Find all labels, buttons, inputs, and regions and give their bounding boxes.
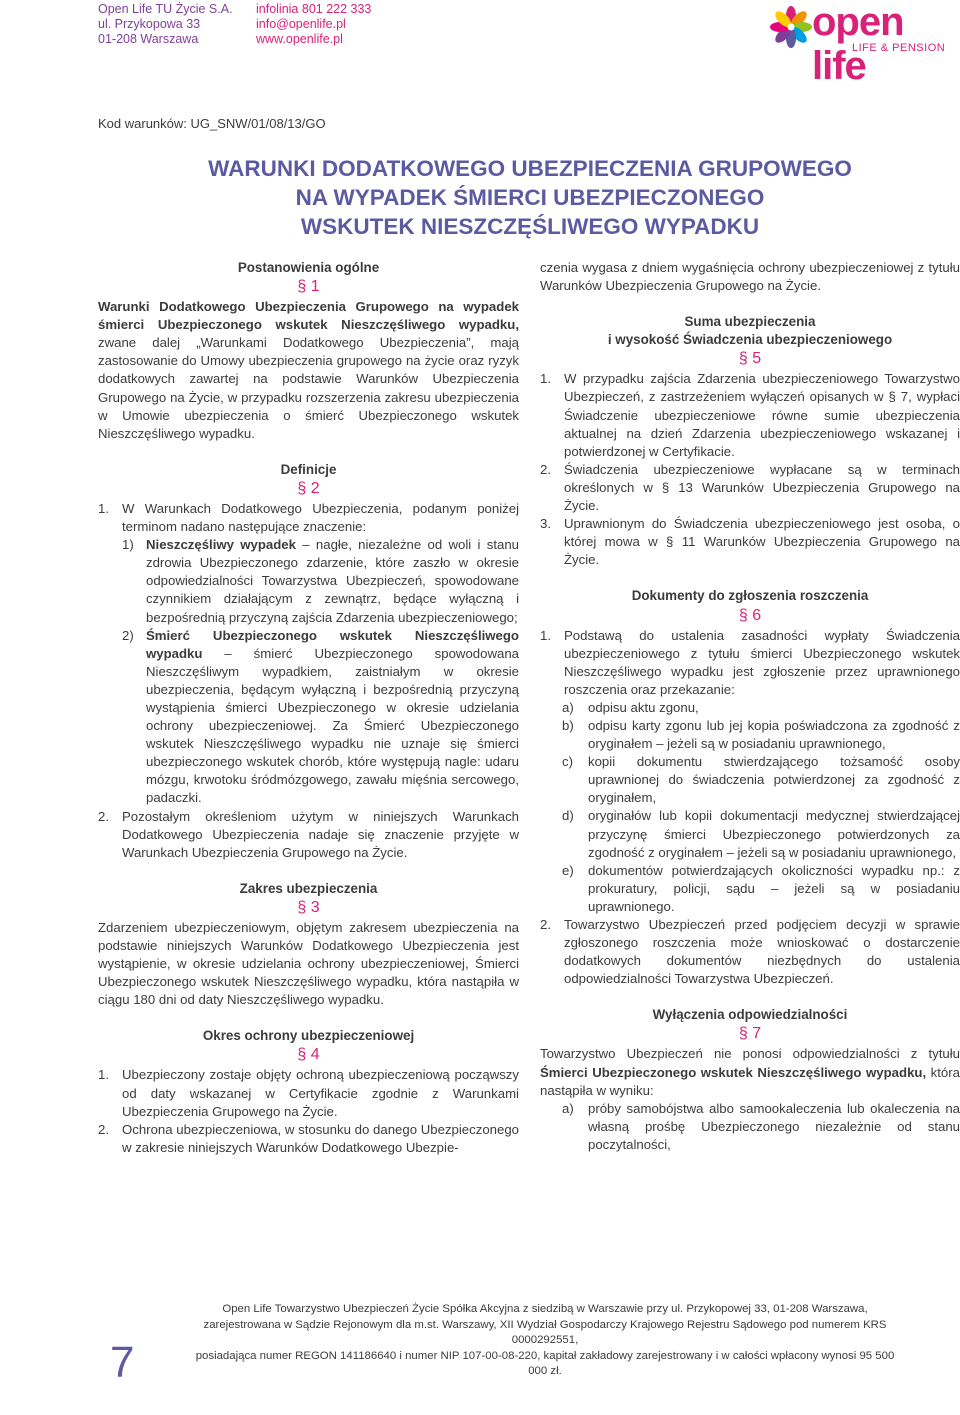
company-name: Open Life TU Życie S.A. bbox=[98, 2, 233, 16]
paragraph-number: § 5 bbox=[738, 350, 762, 368]
item-number: 2. bbox=[540, 461, 551, 477]
item-letter: e) bbox=[562, 862, 574, 878]
item-number: 1. bbox=[540, 371, 551, 387]
item-text: Ochrona ubezpieczeniowa, w stosunku do danego Ubezpieczonego w zakresie niniejszych Warunków Dodatkowego Ubezpie- bbox=[122, 1121, 519, 1155]
definition-item bbox=[122, 536, 519, 626]
section-text: Zdarzeniem ubezpieczeniowym, objętym zakresem ubezpieczenia na podstawie niniejszych Warunków Dodatkowego Ubezpieczenia jest wystąpienie, w okresie udzielania ochrony ubezpieczeniowej, Śmierci Ubezpieczonego wskutek Nieszczęśliwego wypadku, która nastąpiła w ciągu 180 dni od daty Nieszczęśliwego wypadku. bbox=[98, 919, 519, 1008]
item-number: 1. bbox=[98, 500, 109, 516]
item-text: Pozostałym określeniom użytym w niniejszych Warunkach Dodatkowego Ubezpieczenia nadaje się znaczenie przyjęte w Warunkach Ubezpieczenia Grupowego na Życie. bbox=[122, 808, 519, 860]
definition-term: Nieszczęśliwy wypadek bbox=[146, 537, 296, 553]
section-heading: Wyłączenia odpowiedzialności bbox=[652, 1007, 848, 1023]
paragraph-number: § 7 bbox=[738, 1025, 762, 1043]
company-city: 01-208 Warszawa bbox=[98, 32, 199, 46]
footer-line-3: posiadająca numer REGON 141186640 i numer NIP 107-00-08-220, kapitał zakładowy zarejestrowany i w całości wpłacony wynosi 95 500 000 zł. bbox=[195, 1349, 895, 1377]
document-list-item bbox=[562, 753, 960, 807]
item-letter: a) bbox=[562, 699, 574, 715]
list-item bbox=[98, 808, 519, 862]
definition-term: Śmierć Ubezpieczonego wskutek Nieszczęśliwego wypadku bbox=[146, 627, 519, 661]
list-item bbox=[540, 370, 960, 460]
document-code: Kod warunków: UG_SNW/01/08/13/GO bbox=[98, 116, 326, 131]
company-street: ul. Przykopowa 33 bbox=[98, 17, 201, 31]
item-text: dokumentów potwierdzających okoliczności wypadku np.: z prokuratury, policji, sądu – jeżeli są w posiadaniu uprawnionego. bbox=[588, 862, 960, 914]
list-item bbox=[540, 916, 960, 988]
item-text: próby samobójstwa albo samookaleczenia lub okaleczenia na własną prośbę Ubezpieczonego niezależnie od stanu poczytalności, bbox=[588, 1100, 960, 1152]
document-list-item bbox=[562, 699, 960, 717]
item-number: 1. bbox=[540, 627, 551, 643]
bold-text: Warunki Dodatkowego Ubezpieczenia Grupowego na wypadek śmierci Ubezpieczonego wskutek Nieszczęśliwego wypadku, bbox=[98, 299, 519, 333]
item-text: Ubezpieczony zostaje objęty ochroną ubezpieczeniową począwszy od daty wskazanej w Certyfikacie zgodnie z Warunkami Ubezpieczenia Grupowego na Życie. bbox=[122, 1067, 519, 1119]
hotline: infolinia 801 222 333 bbox=[256, 2, 372, 16]
definition-text: – śmierć Ubezpieczonego spowodowana Nieszczęśliwym wypadkiem, zaistniałym w okresie ubezpieczenia, będącym wyłączną i bezpośrednią przyczyną wystąpienia śmierci Ubezpieczonego w okresie udzielania ochrony ubezpieczeniowej. Za Śmierć Ubezpieczonego wskutek Nieszczęśliwego wypadku nie uznaje się śmierci ubezpieczonego wskutek chorób, które występują nagle: udaru mózgu, krwotoku śródmózgowego, zawału mięśnia sercowego, padaczki. bbox=[146, 645, 519, 806]
title-line-2: NA WYPADEK ŚMIERCI UBEZPIECZONEGO bbox=[295, 185, 765, 210]
list-item bbox=[540, 515, 960, 569]
section-heading: Postanowienia ogólne bbox=[237, 260, 380, 275]
item-text: Uprawnionym do Świadczenia ubezpieczeniowego jest osoba, o której mowa w § 11 Warunków Ubezpieczenia Grupowego na Życie. bbox=[564, 516, 960, 568]
body-text: Towarzystwo Ubezpieczeń nie ponosi odpowiedzialności z tytułu bbox=[540, 1046, 960, 1062]
paragraph-number: § 3 bbox=[297, 898, 320, 916]
item-number: 2. bbox=[98, 1121, 109, 1137]
continued-text: czenia wygasa z dniem wygaśnięcia ochrony ubezpieczeniowej z tytułu Warunków Ubezpieczenia Grupowego na Życie. bbox=[540, 260, 960, 294]
bold-text: Śmierci Ubezpieczonego wskutek Nieszczęśliwego wypadku, bbox=[540, 1064, 927, 1080]
item-letter: d) bbox=[562, 808, 574, 824]
list-item bbox=[540, 461, 960, 515]
document-title bbox=[180, 154, 880, 241]
footer-legal-info bbox=[190, 1302, 900, 1380]
item-text: W przypadku zajścia Zdarzenia ubezpieczeniowego Towarzystwo Ubezpieczeń, z zastrzeżeniem wyłączeń opisanych w § 7, wypłaci Świadczenie ubezpieczeniowe równe sumie ubezpieczenia aktualnej na dzień Zdarzenia ubezpieczeniowego wskazanej i potwierdzonej w Certyfikacie. bbox=[564, 371, 960, 459]
section-heading: Okres ochrony ubezpieczeniowej bbox=[202, 1028, 415, 1044]
left-column bbox=[98, 259, 519, 1157]
title-line-3: WSKUTEK NIESZCZĘŚLIWEGO WYPADKU bbox=[300, 214, 760, 239]
item-text: odpisu aktu zgonu, bbox=[588, 699, 699, 715]
paragraph-number: § 6 bbox=[738, 606, 762, 624]
logo-wordmark: open life bbox=[812, 0, 904, 88]
section-heading: Suma ubezpieczenia bbox=[684, 314, 816, 330]
paragraph-number: § 2 bbox=[297, 479, 320, 497]
section-heading: Definicje bbox=[280, 461, 337, 477]
definition-text: – nagłe, niezależne od woli i stanu zdrowia Ubezpieczonego zdarzenie, które zaszło w okresie odpowiedzialności Towarzystwa Ubezpieczeń, spowodowane czynnikiem działającym z zewnątrz, będące wyłączną i bezpośrednią przyczyną zajścia Zdarzenia ubezpieczeniowego; bbox=[146, 537, 519, 625]
document-list-item bbox=[562, 862, 960, 916]
item-number: 3. bbox=[540, 516, 551, 532]
body-text: która nastąpiła w wyniku: bbox=[540, 1064, 960, 1098]
exclusion-list-item bbox=[562, 1100, 960, 1154]
email-link[interactable]: info@openlife.pl bbox=[256, 17, 346, 31]
section-text bbox=[98, 298, 519, 443]
paragraph-number: § 1 bbox=[297, 278, 320, 296]
section-heading: Dokumenty do zgłoszenia roszczenia bbox=[631, 588, 869, 604]
body-text: zwane dalej „Warunkami Dodatkowego Ubezpieczenia”, mają zastosowanie do Umowy ubezpieczenia grupowego na życie oraz ryzyk dodatkowych zawartej na podstawie Warunków Ubezpieczenia Grupowego na Życie, w przypadku rozszerzenia zakresu ubezpieczenia w Umowie ubezpieczenia o śmierć Ubezpieczonego wskutek Nieszczęśliwego wypadku. bbox=[98, 335, 519, 441]
item-number: 2. bbox=[540, 917, 551, 932]
item-number: 2. bbox=[98, 808, 109, 824]
section-heading: Zakres ubezpieczenia bbox=[239, 880, 378, 896]
list-item bbox=[540, 627, 960, 699]
item-letter: b) bbox=[562, 717, 574, 733]
footer-line-2: zarejestrowana w Sądzie Rejonowym dla m.st. Warszawy, XII Wydział Gospodarczy Krajowego Rejestru Sądowego pod numerem KRS 0000292551, bbox=[203, 1318, 887, 1346]
section-heading-line-2: i wysokość Świadczenia ubezpieczeniowego bbox=[607, 332, 893, 348]
list-item bbox=[98, 500, 519, 808]
item-text: Podstawą do ustalenia zasadności wypłaty Świadczenia ubezpieczeniowego z tytułu śmierci Ubezpieczonego wskutek Nieszczęśliwego wypadku jest zgłoszenie przez uprawnionego roszczenia oraz przekazanie: bbox=[564, 627, 960, 697]
website-link[interactable]: www.openlife.pl bbox=[256, 32, 343, 46]
item-text: oryginałów lub kopii dokumentacji medycznej stwierdzającej przyczynę śmierci Ubezpieczonego potwierdzonych za zgodność z oryginałem – jeżeli są w posiadaniu uprawnionego, bbox=[588, 808, 960, 860]
list-item bbox=[98, 1121, 519, 1157]
title-line-1: WARUNKI DODATKOWEGO UBEZPIECZENIA GRUPOWEGO bbox=[208, 156, 852, 181]
item-text: odpisu karty zgonu lub jej kopia poświadczona za zgodność z oryginałem – jeżeli są w posiadaniu uprawnionego, bbox=[588, 717, 960, 752]
document-list-item bbox=[562, 717, 960, 753]
company-contact bbox=[256, 2, 371, 47]
item-text: W Warunkach Dodatkowego Ubezpieczenia, podanym poniżej terminom nadano następujące znaczenie: bbox=[122, 500, 519, 535]
item-number: 1. bbox=[98, 1067, 109, 1083]
item-text: Towarzystwo Ubezpieczeń przed podjęciem decyzji w sprawie zgłoszonego roszczenia może wnioskować o dostarczenie dodatkowych dokumentów niezbędnych do ustalenia odpowiedzialności Towarzystwa Ubezpieczeń. bbox=[564, 917, 960, 987]
item-text: Świadczenia ubezpieczeniowe wypłacane są w terminach określonych w § 13 Warunków Ubezpieczenia Grupowego na Życie. bbox=[564, 461, 960, 514]
item-letter: a) bbox=[562, 1100, 574, 1116]
flower-logo-icon bbox=[770, 4, 812, 50]
company-address bbox=[98, 2, 233, 47]
logo-tagline: LIFE & PENSION bbox=[852, 42, 946, 54]
right-column bbox=[540, 259, 960, 1154]
definition-item bbox=[122, 627, 519, 808]
item-text: kopii dokumentu stwierdzającego tożsamość osoby uprawnionej do świadczenia potwierdzonej za zgodność z oryginałem, bbox=[588, 754, 960, 806]
openlife-logo bbox=[770, 0, 950, 88]
item-number: 2) bbox=[122, 627, 134, 643]
section-text bbox=[540, 1045, 960, 1099]
paragraph-number: § 4 bbox=[297, 1046, 320, 1064]
footer-line-1: Open Life Towarzystwo Ubezpieczeń Życie Spółka Akcyjna z siedzibą w Warszawie przy ul. Przykopowej 33, 01-208 Warszawa, bbox=[222, 1303, 868, 1315]
item-letter: c) bbox=[562, 754, 573, 770]
list-item bbox=[98, 1066, 519, 1120]
page-number: 7 bbox=[110, 1338, 135, 1387]
document-list-item bbox=[562, 807, 960, 861]
item-number: 1) bbox=[122, 537, 134, 553]
